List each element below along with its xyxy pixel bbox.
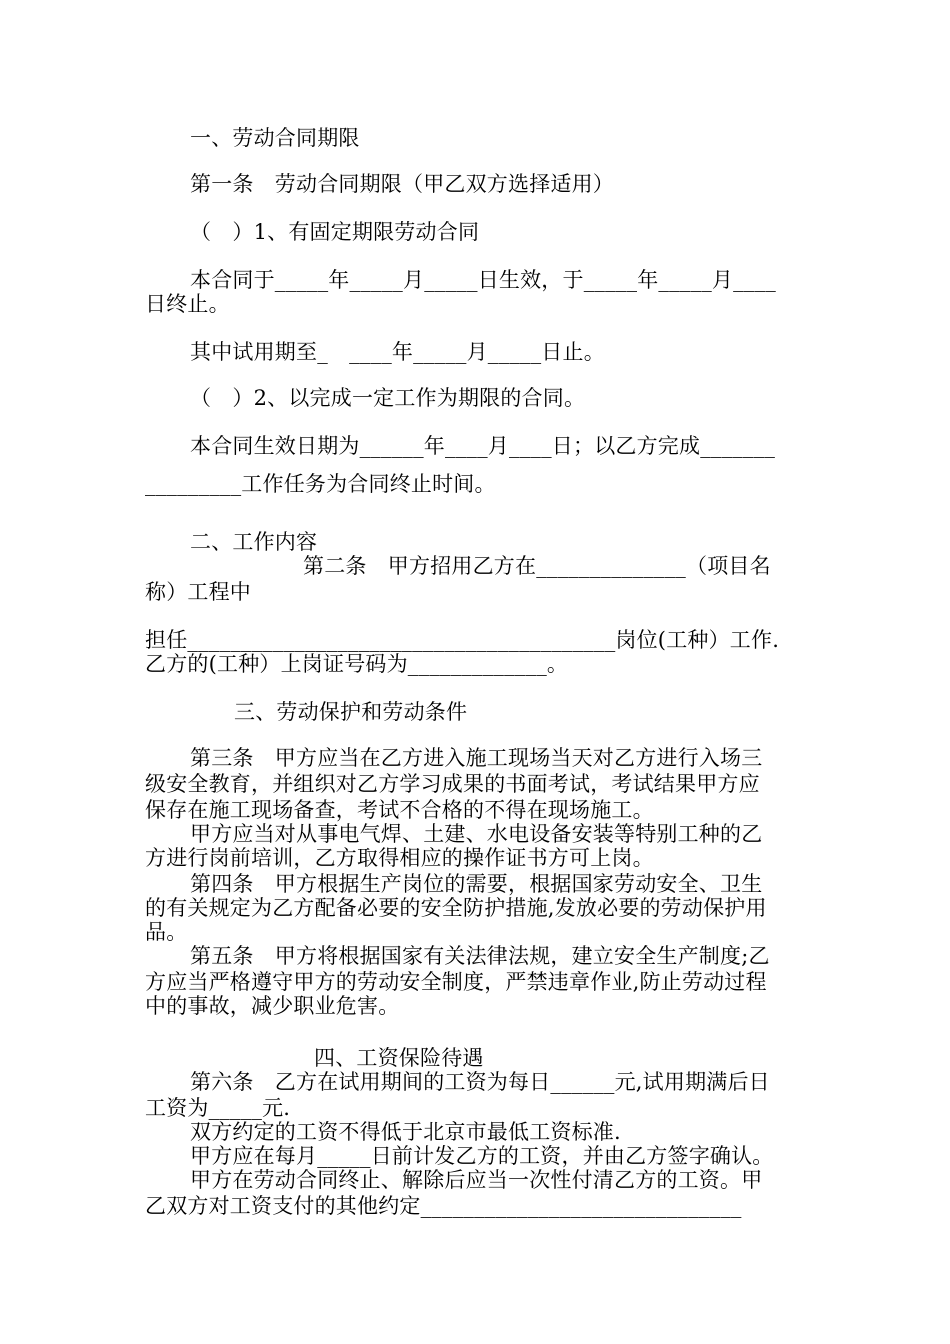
article-6-line-4: 甲方应在每月_____日前计发乙方的工资，并由乙方签字确认。 bbox=[190, 1144, 774, 1168]
option-2: （ ）2、以完成一定工作为期限的合同。 bbox=[190, 386, 586, 410]
option-1: （ ）1、有固定期限劳动合同 bbox=[190, 220, 480, 244]
option-2-term-line-1: 本合同生效日期为______年____月____日；以乙方完成_______ bbox=[190, 434, 776, 458]
article-5-line-1: 第五条 甲方将根据国家有关法律法规，建立安全生产制度;乙 bbox=[190, 944, 770, 968]
article-3-line-3: 保存在施工现场备查，考试不合格的不得在现场施工。 bbox=[145, 798, 654, 822]
article-6-line-5: 甲方在劳动合同终止、解除后应当一次性付清乙方的工资。甲 bbox=[190, 1168, 763, 1192]
article-2-line-2: 称）工程中 bbox=[145, 580, 251, 604]
article-3-line-2: 级安全教育，并组织对乙方学习成果的书面考试，考试结果甲方应 bbox=[145, 772, 760, 796]
option-1-term-line-2: 日终止。 bbox=[145, 292, 230, 316]
section-heading-3: 三、劳动保护和劳动条件 bbox=[234, 700, 468, 724]
article-3-line-4: 甲方应当对从事电气焊、土建、水电设备安装等特别工种的乙 bbox=[190, 822, 763, 846]
article-2-line-1: 第二条 甲方招用乙方在______________（项目名 bbox=[303, 554, 771, 578]
article-4-line-3: 品。 bbox=[145, 920, 188, 944]
article-6-line-2: 工资为_____元. bbox=[145, 1096, 291, 1120]
section-heading-1: 一、劳动合同期限 bbox=[190, 126, 360, 150]
article-4-line-1: 第四条 甲方根据生产岗位的需要，根据国家劳动安全、卫生 bbox=[190, 872, 763, 896]
article-5-line-3: 中的事故，减少职业危害。 bbox=[145, 994, 400, 1018]
article-6-line-1: 第六条 乙方在试用期间的工资为每日______元,试用期满后日 bbox=[190, 1070, 770, 1094]
section-heading-2: 二、工作内容 bbox=[190, 530, 318, 554]
article-4-line-2: 的有关规定为乙方配备必要的安全防护措施,发放必要的劳动保护用 bbox=[145, 896, 767, 920]
article-2-line-3: 担任________________________________________岗位(工种）工作. bbox=[145, 628, 780, 652]
article-3-line-5: 方进行岗前培训，乙方取得相应的操作证书方可上岗。 bbox=[145, 846, 654, 870]
article-6-line-6: 乙双方对工资支付的其他约定______________________________ bbox=[145, 1194, 742, 1218]
option-2-term-line-2: _________工作任务为合同终止时间。 bbox=[145, 472, 496, 496]
probation-line: 其中试用期至_ ____年_____月_____日止。 bbox=[190, 340, 605, 364]
article-2-line-4: 乙方的(工种）上岗证号码为_____________。 bbox=[145, 652, 569, 676]
article-5-line-2: 方应当严格遵守甲方的劳动安全制度，严禁违章作业,防止劳动过程 bbox=[145, 970, 767, 994]
section-heading-4: 四、工资保险待遇 bbox=[314, 1046, 484, 1070]
article-1-title: 第一条 劳动合同期限（甲乙双方选择适用） bbox=[190, 172, 614, 196]
option-1-term-line-1: 本合同于_____年_____月_____日生效，于_____年_____月____ bbox=[190, 268, 776, 292]
article-3-line-1: 第三条 甲方应当在乙方进入施工现场当天对乙方进行入场三 bbox=[190, 746, 763, 770]
article-6-line-3: 双方约定的工资不得低于北京市最低工资标准. bbox=[190, 1120, 621, 1144]
